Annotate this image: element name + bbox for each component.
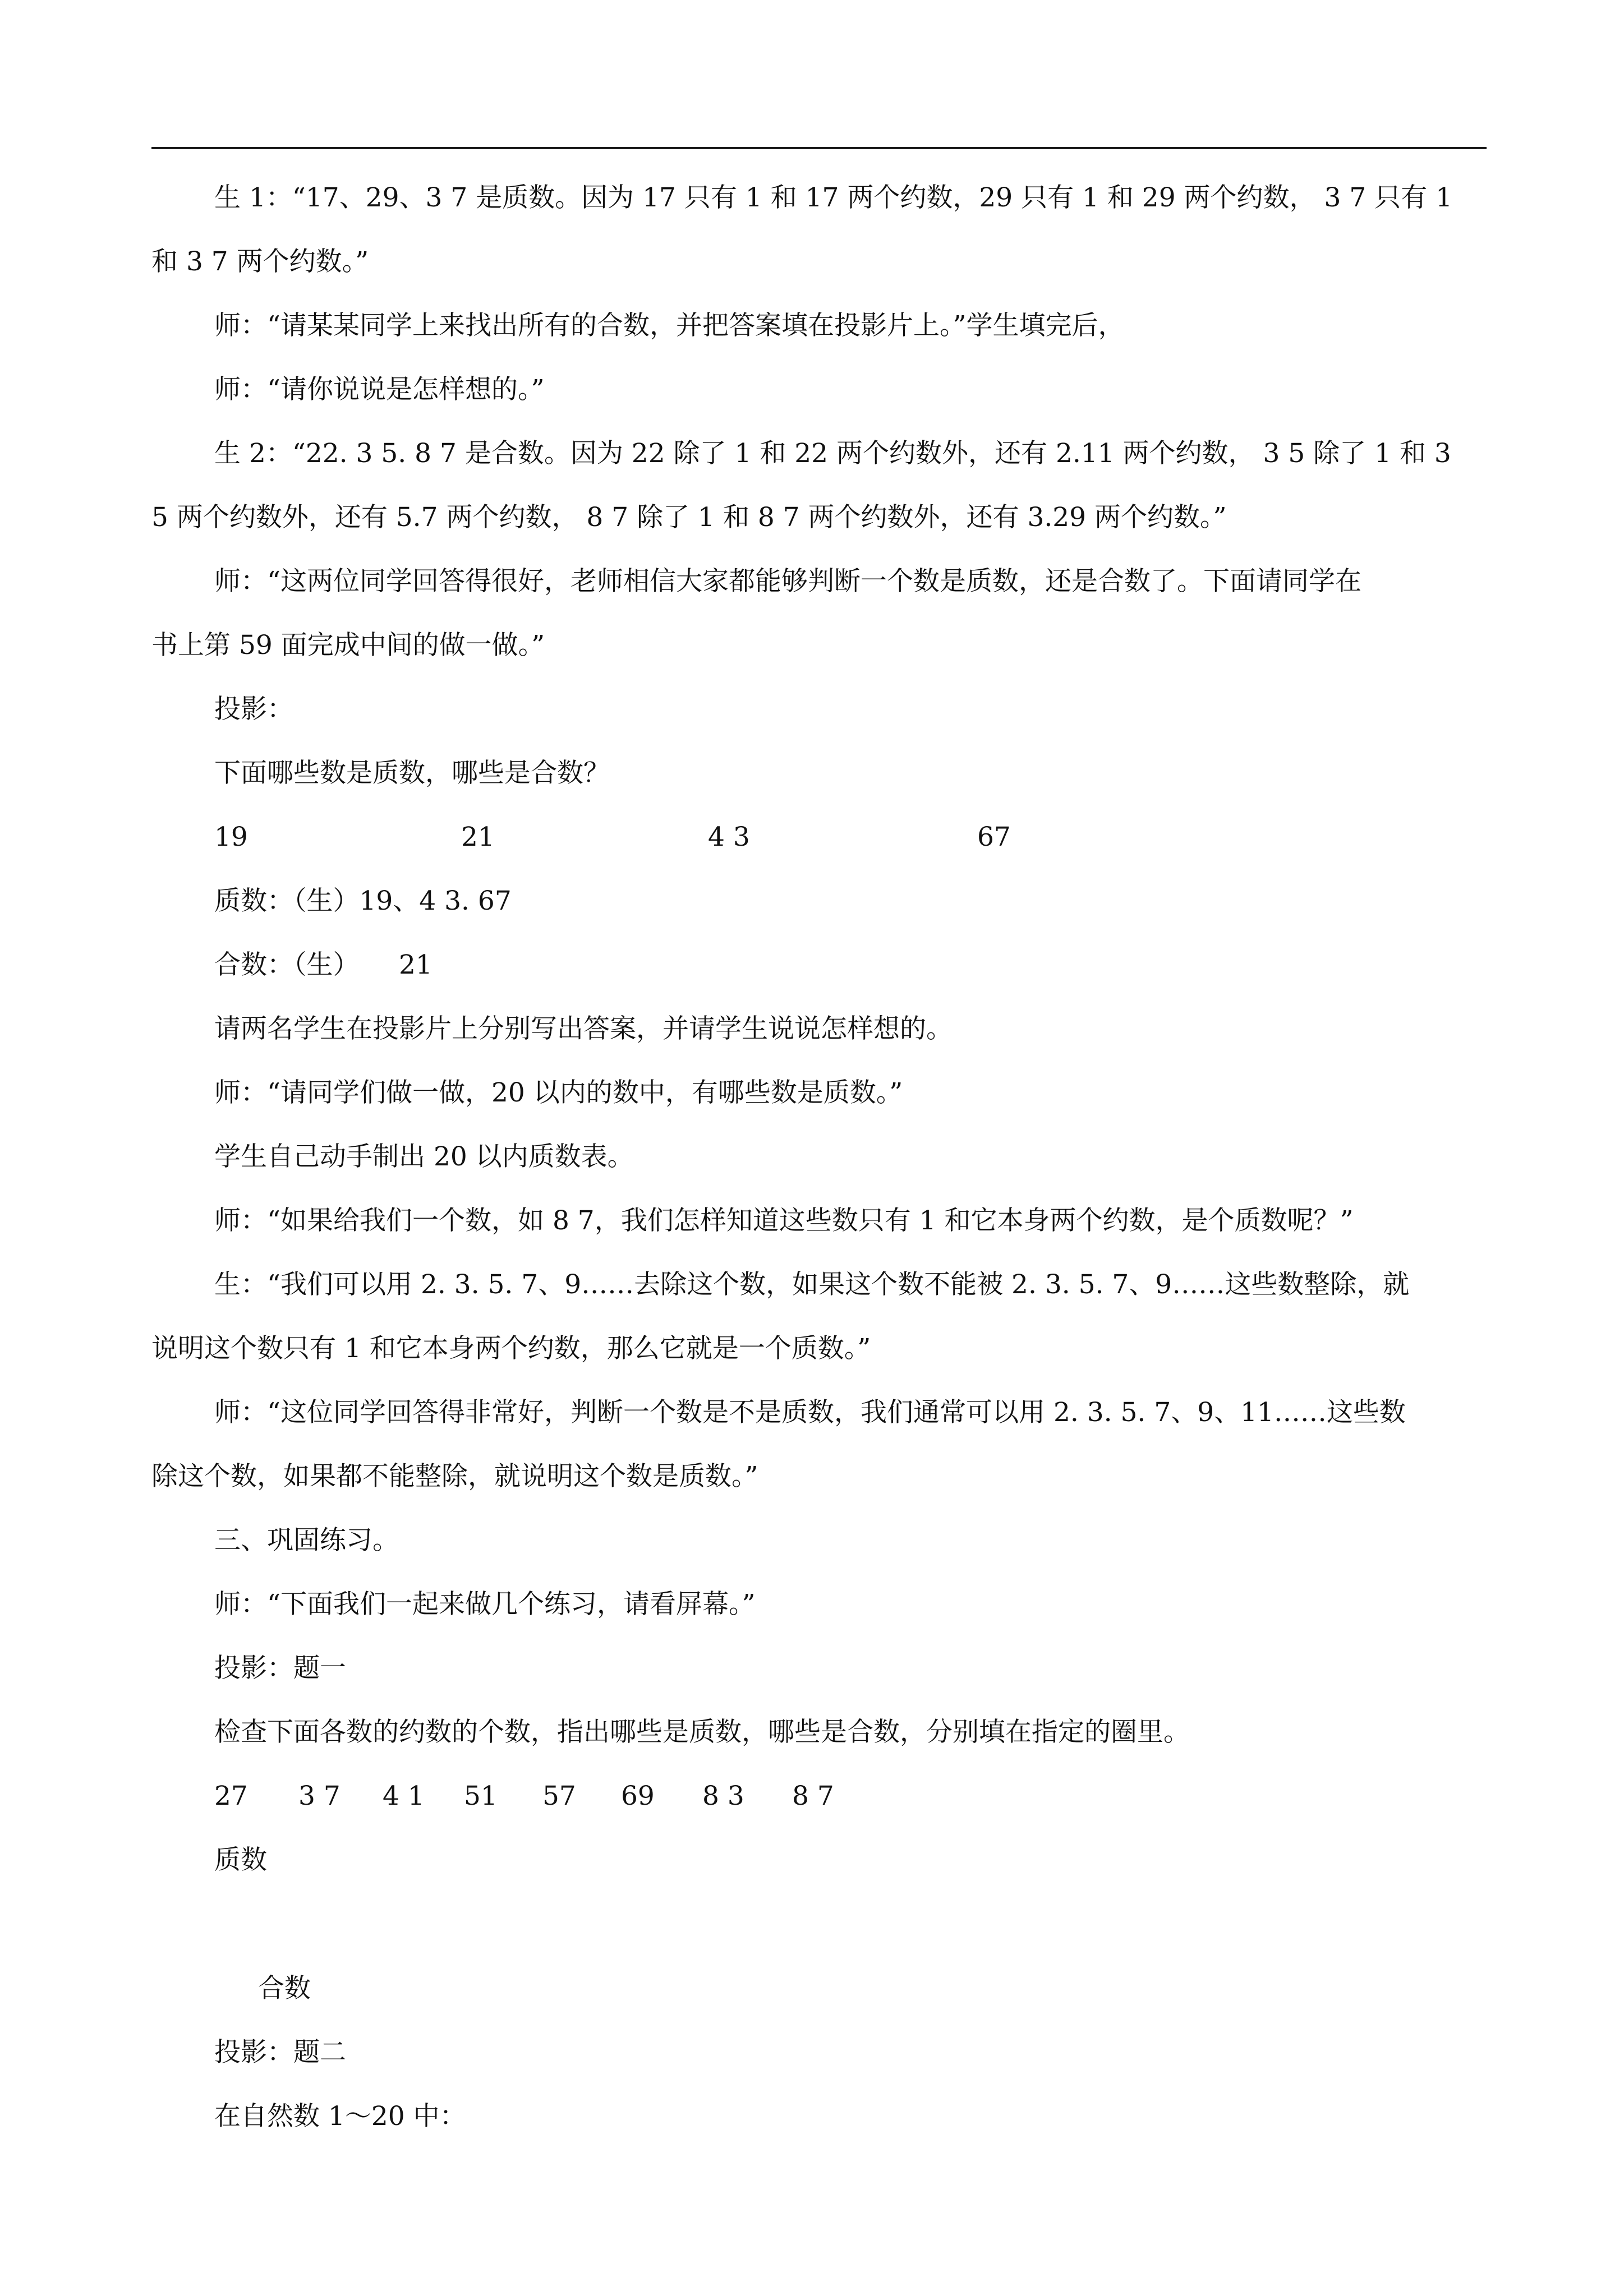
number-item: 4 3	[708, 822, 750, 852]
projection-label-1: 投影：	[214, 694, 293, 725]
composite-circle-label: 合数	[258, 1973, 311, 2004]
document-body	[151, 166, 1487, 2149]
section-heading: 三、巩固练习。	[214, 1525, 399, 1556]
projection-label-3: 投影：题二	[214, 2037, 346, 2068]
number-row-2	[151, 1764, 1487, 1828]
number-item: 51	[464, 1781, 498, 1811]
student2-line2: 5 两个约数外，还有 5.7 两个约数， 8 7 除了 1 和 8 7 两个约数外，还有 3.29 两个约数。”	[151, 502, 1227, 533]
number-item: 19	[214, 822, 248, 852]
number-item: 8 3	[702, 1781, 744, 1811]
number-item: 3 7	[298, 1781, 341, 1811]
number-item: 67	[977, 822, 1011, 852]
question-3: 在自然数 1～20 中：	[214, 2101, 466, 2132]
teacher-line-6a: 师：“这位同学回答得非常好，判断一个数是不是质数，我们通常可以用 2. 3. 5. 7、9、11……这些数	[214, 1397, 1406, 1428]
teacher-line-7: 师：“下面我们一起来做几个练习，请看屏幕。”	[214, 1589, 756, 1620]
student3-line2: 说明这个数只有 1 和它本身两个约数，那么它就是一个质数。”	[151, 1333, 871, 1364]
composites-answer: 合数：（生） 21	[214, 949, 433, 980]
projection-label-2: 投影：题一	[214, 1653, 346, 1684]
question-1: 下面哪些数是质数，哪些是合数？	[214, 758, 610, 789]
number-row-1	[151, 805, 1487, 869]
note-line-1: 请两名学生在投影片上分别写出答案，并请学生说说怎样想的。	[214, 1013, 953, 1044]
header-rule	[151, 147, 1487, 149]
student3-line1: 生：“我们可以用 2. 3. 5. 7、9……去除这个数，如果这个数不能被 2. 3. 5. 7、9……这些数整除，就	[214, 1269, 1410, 1300]
prime-circle-label: 质数	[214, 1845, 267, 1875]
teacher-line-6b: 除这个数，如果都不能整除，就说明这个数是质数。”	[151, 1461, 758, 1492]
teacher-line-2: 师：“请你说说是怎样想的。”	[214, 374, 545, 405]
number-item: 21	[461, 822, 495, 852]
number-item: 57	[542, 1781, 576, 1811]
blank-space	[151, 1892, 1487, 1957]
teacher-line-4: 师：“请同学们做一做，20 以内的数中，有哪些数是质数。”	[214, 1077, 903, 1108]
teacher-line-1: 师：“请某某同学上来找出所有的合数，并把答案填在投影片上。”学生填完后，	[214, 310, 1125, 341]
primes-answer: 质数：（生）19、4 3. 67	[214, 886, 512, 916]
number-item: 4 1	[383, 1781, 425, 1811]
number-item: 27	[214, 1781, 248, 1811]
student1-line2: 和 3 7 两个约数。”	[151, 246, 369, 277]
note-line-2: 学生自己动手制出 20 以内质数表。	[214, 1141, 634, 1172]
student1-line1: 生 1：“17、29、3 7 是质数。因为 17 只有 1 和 17 两个约数，29 只有 1 和 29 两个约数， 3 7 只有 1	[214, 182, 1453, 213]
number-item: 69	[621, 1781, 655, 1811]
number-item: 8 7	[792, 1781, 834, 1811]
student2-line1: 生 2：“22. 3 5. 8 7 是合数。因为 22 除了 1 和 22 两个约数外，还有 2.11 两个约数， 3 5 除了 1 和 3	[214, 438, 1451, 469]
teacher-line-3a: 师：“这两位同学回答得很好，老师相信大家都能够判断一个数是质数，还是合数了。下面请同学在	[214, 566, 1362, 597]
teacher-line-3b: 书上第 59 面完成中间的做一做。”	[151, 630, 545, 661]
question-2: 检查下面各数的约数的个数，指出哪些是质数，哪些是合数，分别填在指定的圈里。	[214, 1717, 1190, 1748]
teacher-line-5: 师：“如果给我们一个数，如 8 7，我们怎样知道这些数只有 1 和它本身两个约数，是个质数呢？”	[214, 1205, 1354, 1236]
